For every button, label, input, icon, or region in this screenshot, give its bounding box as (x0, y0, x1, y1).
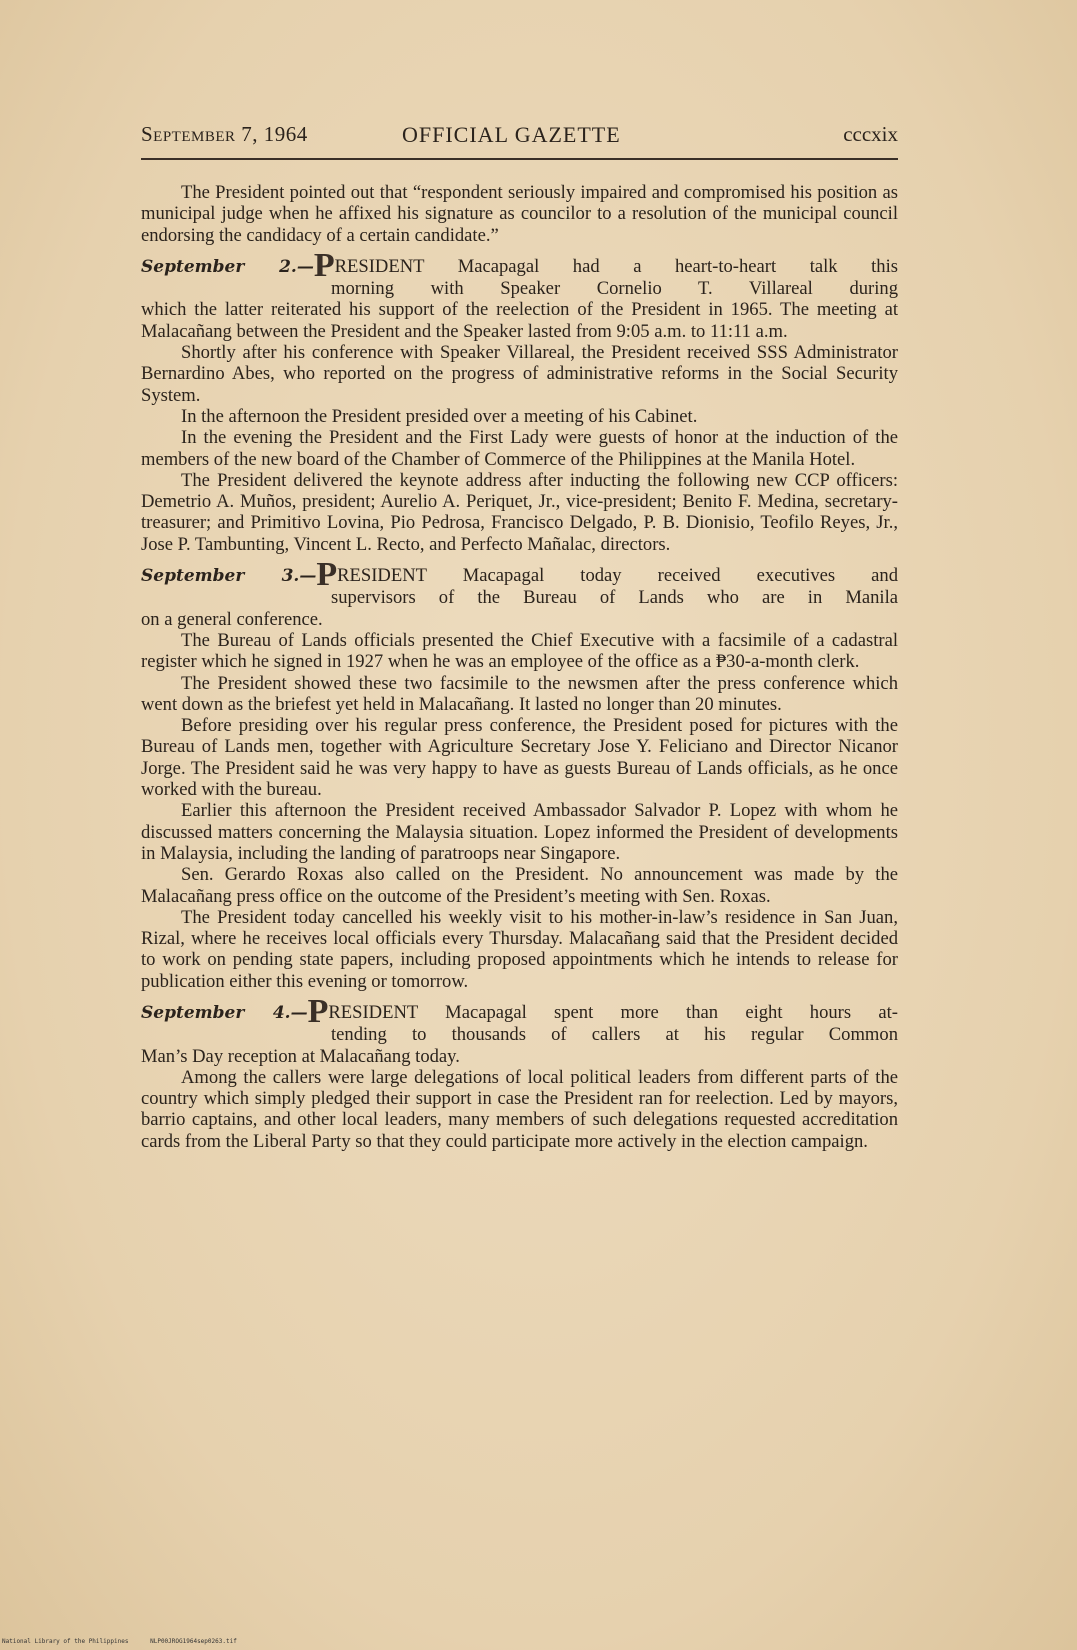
entry-rest: which the latter reiterated his support of the reelection of the President in 1965. The meeting at Malacañang between the President and the Speaker lasted from 9:05 a.m. to 11:11 a.m. (141, 299, 898, 342)
entry-second-line: tending to thousands of callers at his regular Common (331, 1024, 898, 1046)
entry-rest: on a general conference. (141, 608, 323, 630)
scan-footer: National Library of the Philippines NLP00JROG1964sep0263.tif (2, 1638, 237, 1645)
entry-date: September 3.— (141, 566, 317, 587)
drop-cap: P (313, 246, 335, 284)
article-body (141, 182, 898, 1152)
paragraph: The President today cancelled his weekly visit to his mother-in-law’s residence in San Juan, Rizal, where he receives local officials every Thursday. Malacañang said that the President decided to work on pending state papers, including proposed appointments which he intends to release for publication either this evening or tomorrow. (141, 906, 898, 992)
header-rule (141, 158, 898, 160)
header-title: OFFICIAL GAZETTE (402, 122, 621, 147)
paragraph: In the evening the President and the First Lady were guests of honor at the induction of the members of the new board of the Chamber of Commerce of the Philippines at the Manila Hotel. (141, 427, 898, 470)
drop-cap: P (316, 556, 338, 594)
header-page-number: cccxix (843, 122, 898, 146)
entry-first-line (141, 992, 898, 1030)
entry-first-line (141, 556, 898, 594)
paragraph: The President showed these two facsimile to the newsmen after the press conference which went down as the briefest yet held in Malacañang. It lasted no longer than 20 minutes. (141, 672, 898, 715)
paragraph: Sen. Gerardo Roxas also called on the President. No announcement was made by the Malacañang press office on the outcome of the President’s meeting with Sen. Roxas. (141, 864, 898, 907)
paragraph: Among the callers were large delegations of local political leaders from different parts of the country which simply pledged their support in case the President ran for reelection. Led by mayors, barrio captains, and other local leaders, many members of such delegations requested accreditation cards from the Liberal Party so that they could participate more actively in the election campaign. (141, 1066, 898, 1152)
entry-second-line: supervisors of the Bureau of Lands who are in Manila (331, 587, 898, 609)
entry-date: September 4.— (141, 1002, 308, 1023)
entry-september-4 (141, 992, 898, 1152)
entry-date: September 2.— (141, 256, 314, 277)
entry-line1-text: RESIDENT Macapagal had a heart-to-heart talk this (334, 255, 898, 277)
entry-september-3 (141, 556, 898, 992)
entry-first-line (141, 246, 898, 284)
entry-line1-text: RESIDENT Macapagal spent more than eight hours at- (328, 1001, 898, 1023)
paragraph: The President delivered the keynote address after inducting the following new CCP officers: Demetrio A. Muños, president; Aurelio A. Periquet, Jr., vice-president; Benito F. Medina, secretary-treasurer; and Primitivo Lovina, Pio Pedrosa, Francisco Delgado, P. B. Dionisio, Teofilo Reyes, Jr., Jose P. Tambunting, Vincent L. Recto, and Perfecto Mañalac, directors. (141, 469, 898, 555)
page-header (141, 122, 898, 152)
entry-line1-text: RESIDENT Macapagal today received executives and (337, 565, 898, 587)
header-date: September 7, 1964 (141, 122, 308, 146)
paragraph: Earlier this afternoon the President received Ambassador Salvador P. Lopez with whom he discussed matters concerning the Malaysia situation. Lopez informed the President of developments in Malaysia, including the landing of paratroops near Singapore. (141, 800, 898, 864)
entry-second-line: morning with Speaker Cornelio T. Villareal during (331, 278, 898, 300)
intro-paragraph: The President pointed out that “respondent seriously impaired and compromised his position as municipal judge when he affixed his signature as councilor to a resolution of the municipal council endorsing the candidacy of a certain candidate.” (141, 182, 898, 246)
paragraph: Shortly after his conference with Speaker Villareal, the President received SSS Administrator Bernardino Abes, who reported on the progress of administrative reforms in the Social Security System. (141, 342, 898, 406)
paragraph: In the afternoon the President presided over a meeting of his Cabinet. (181, 405, 698, 427)
paragraph: Before presiding over his regular press conference, the President posed for pictures with the Bureau of Lands men, together with Agriculture Secretary Jose Y. Feliciano and Director Nicanor Jorge. The President said he was very happy to have as guests Bureau of Lands officials, as he once worked with the bureau. (141, 715, 898, 801)
drop-cap: P (307, 992, 329, 1030)
paragraph: The Bureau of Lands officials presented the Chief Executive with a facsimile of a cadastral register which he signed in 1927 when he was an employee of the office as a ₱30-a-month clerk. (141, 629, 898, 673)
entry-rest: Man’s Day reception at Malacañang today. (141, 1045, 460, 1067)
entry-september-2 (141, 246, 898, 555)
